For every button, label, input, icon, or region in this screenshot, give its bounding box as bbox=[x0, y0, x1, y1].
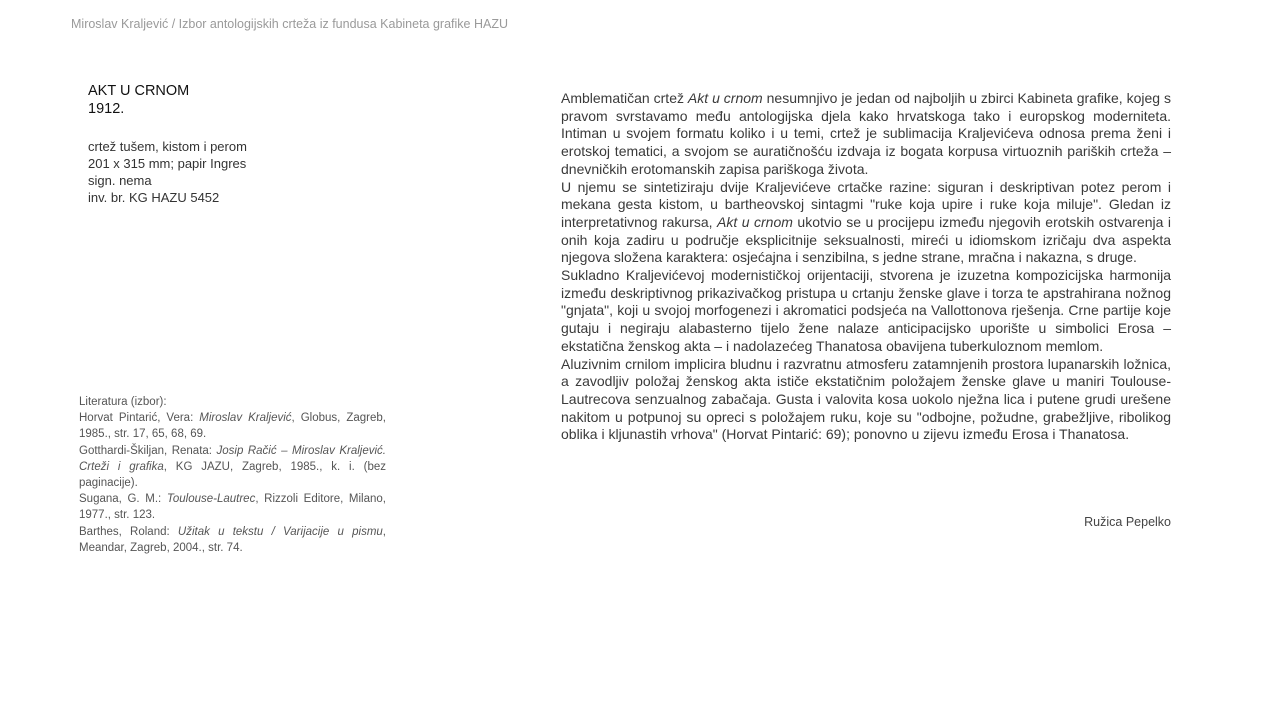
artwork-inventory: inv. br. KG HAZU 5452 bbox=[88, 190, 220, 205]
literature-entry bbox=[79, 443, 386, 492]
page-header: Miroslav Kraljević / Izbor antologijskih crteža iz fundusa Kabineta grafike HAZU bbox=[71, 17, 508, 31]
literature-heading: Literatura (izbor): bbox=[79, 396, 167, 408]
artwork-title-italic: Akt u crnom bbox=[717, 213, 793, 230]
essay-author: Ružica Pepelko bbox=[1084, 515, 1171, 529]
artwork-technique: crtež tušem, kistom i perom bbox=[88, 139, 247, 154]
text-segment: nesumnjivo je jedan od najboljih u zbirci Kabineta grafike, kojeg s pravom svrstavamo među antologijska djela kako hrvatskoga tako i europskog moderniteta. Intiman u svojem formatu koliko i u temi, crtež je sublimacija Kraljevićeva odnosa prema ženi i erotskoj tematici, a svojom se auratičnošću izdvaja iz bogata korpusa virtuoznih pariških crteža – dnevničkih erotomanskih zapisa pariškoga života. bbox=[561, 90, 1171, 177]
literature-list bbox=[79, 394, 386, 556]
entry-title: Užitak u tekstu / Varijacije u pismu bbox=[177, 525, 383, 538]
literature-entry bbox=[79, 524, 386, 556]
essay-paragraph-1 bbox=[561, 90, 1171, 179]
entry-title: Josip Račić – Miroslav Kraljević. Crteži i grafika bbox=[79, 444, 386, 473]
artwork-year: 1912. bbox=[88, 101, 125, 117]
entry-rest: , Globus, Zagreb, 1985., str. 17, 65, 68, 69. bbox=[79, 412, 386, 441]
entry-authors: Sugana, G. M.: bbox=[79, 493, 167, 506]
entry-title: Miroslav Kraljević bbox=[199, 412, 292, 425]
literature-entry bbox=[79, 410, 386, 442]
literature-entry bbox=[79, 491, 386, 523]
essay-paragraph-2 bbox=[561, 179, 1171, 268]
entry-rest: , Meandar, Zagreb, 2004., str. 74. bbox=[79, 525, 386, 554]
text-segment: Amblematičan crtež bbox=[561, 90, 688, 106]
entry-rest: , KG JAZU, Zagreb, 1985., k. i. (bez paginacije). bbox=[79, 460, 386, 490]
entry-authors: Horvat Pintarić, Vera: bbox=[79, 412, 200, 425]
entry-authors: Gotthardi-Škiljan, Renata: bbox=[79, 444, 217, 457]
artwork-title: AKT U CRNOM bbox=[88, 83, 190, 99]
entry-authors: Barthes, Roland: bbox=[79, 525, 178, 538]
text-segment: U njemu se sintetiziraju dvije Kraljevićeve crtačke razine: siguran i deskriptivan potez perom i mekana gesta kistom, u bartheovskoj sintagmi "ruke koja upire i ruke koja miluje". Gledan iz interpretativnog rakursa, bbox=[561, 178, 1171, 230]
entry-title: Toulouse-Lautrec bbox=[166, 493, 256, 506]
artwork-title-italic: Akt u crnom bbox=[687, 90, 763, 106]
spacer bbox=[88, 118, 408, 138]
artwork-info bbox=[88, 82, 408, 206]
artwork-signature: sign. nema bbox=[88, 173, 152, 188]
essay-paragraph-3: Sukladno Kraljevićevoj modernističkoj orijentaciji, stvorena je izuzetna kompozicijska harmonija između deskriptivnog prikazivačkog pristupa u crtanju ženske glave i torza te apstrahirana nožnog "gnjata", koji u svojoj morfogenezi i akromatici podsjeća na Vallottonova rješenja. Crne partije koje gutaju i negiraju alabasterno tijelo žene nalaze anticipacijsko uporište u simbolici Erosa – ekstatična ženskog akta – i nadolazećeg Thanatosa obavijena tuberkuloznom memlom. bbox=[561, 267, 1171, 354]
entry-rest: , Rizzoli Editore, Milano, 1977., str. 123. bbox=[79, 493, 386, 522]
text-segment: ukotvio se u procijepu između njegovih erotskih ostvarenja i onih koja zadiru u područje eksplicitnije seksualnosti, mireći u idiomskom izričaju dva aspekta njegova složena karaktera: osjećajna i senzibilna, s jedne strane, mračna i nakazna, s druge. bbox=[561, 213, 1171, 266]
essay-paragraph-4: Aluzivnim crnilom implicira bludnu i razvratnu atmosferu zatamnjenih prostora lupanarskih ložnica, a zavodljiv položaj ženskog akta ističe ekstatičnim položajem ženske glave u maniri Toulouse-Lautrecova senzualnog zabačaja. Gusta i valovita kosa uokolo nježna lica i putene grudi urešene nakitom u potpunoj su opreci s položajem ruku, koje su "odbojne, požudne, grabežljive, ribolikog oblika i kljunastih vrhova" (Horvat Pintarić: 69); ponovno u zijevu između Erosa i Thanatosa. bbox=[561, 355, 1171, 443]
artwork-dimensions: 201 x 315 mm; papir Ingres bbox=[88, 156, 247, 171]
essay-text bbox=[561, 90, 1171, 444]
